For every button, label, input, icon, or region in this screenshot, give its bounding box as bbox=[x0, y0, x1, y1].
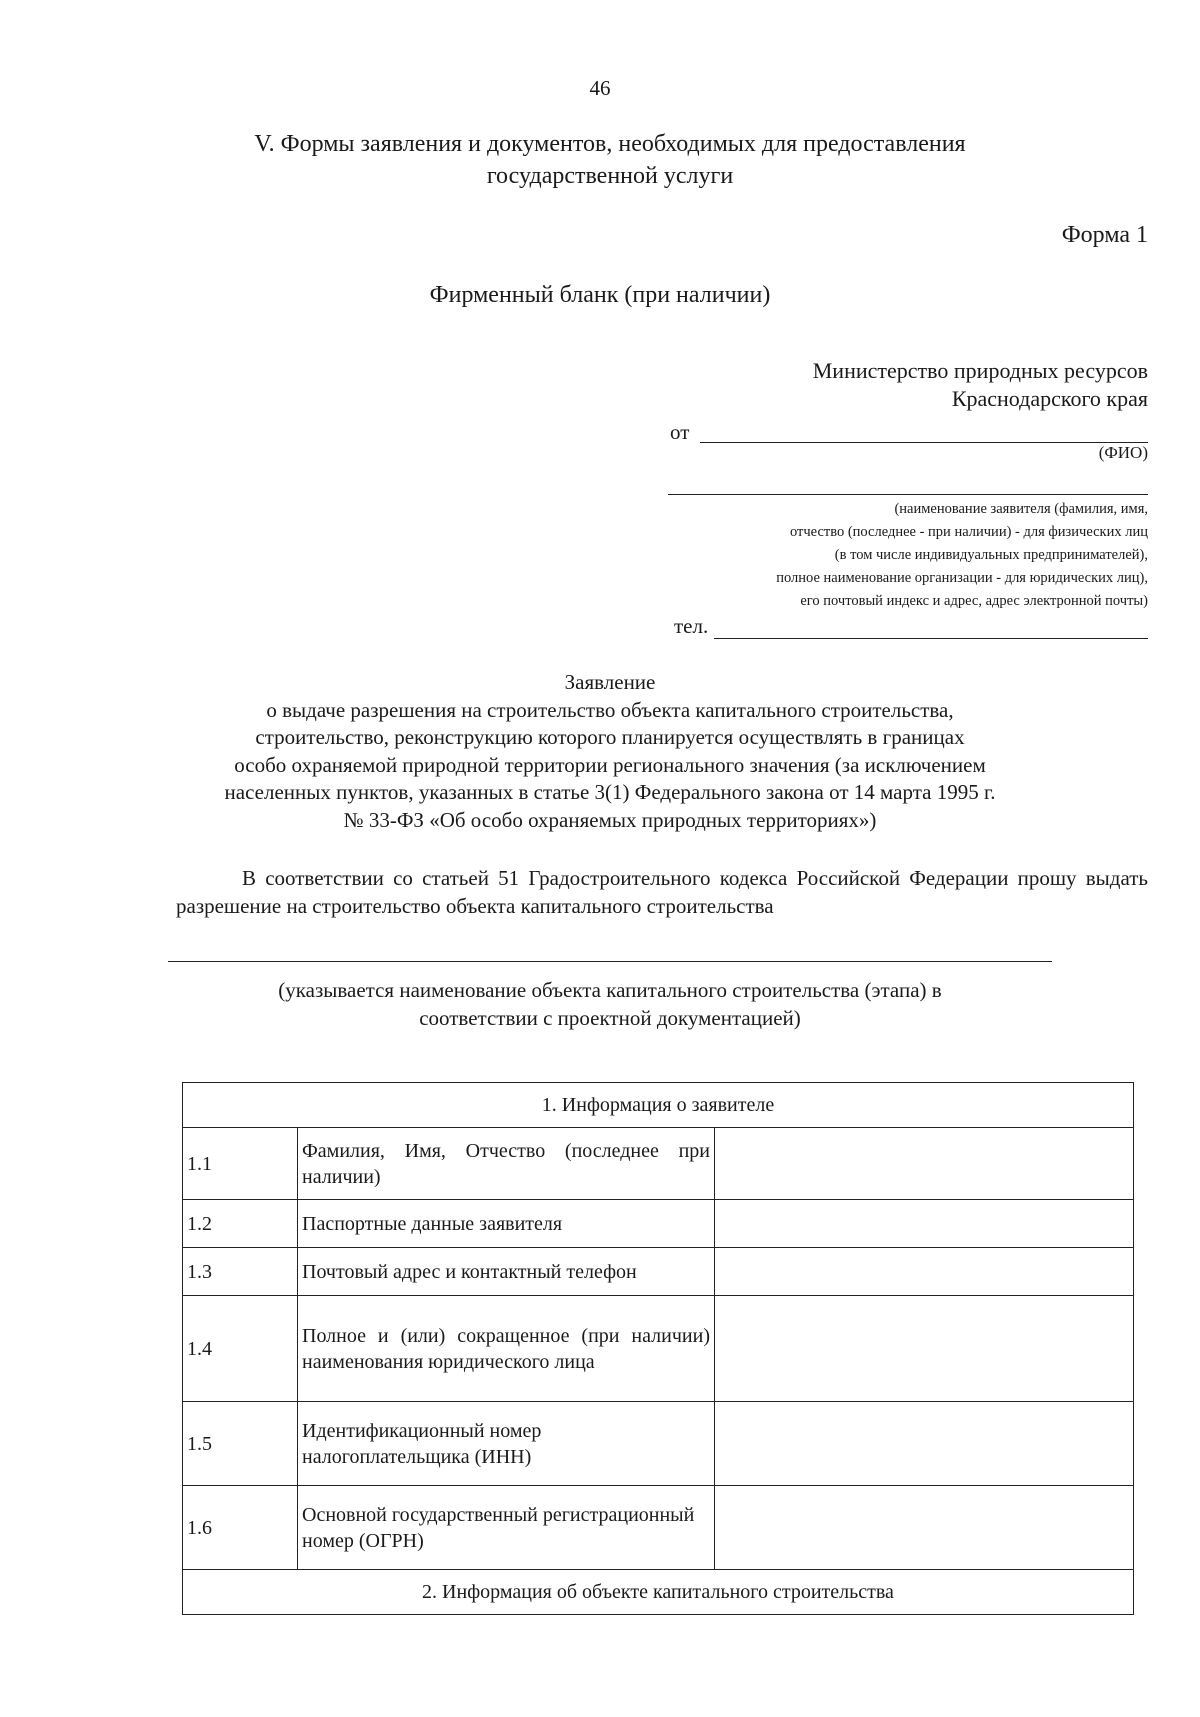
row-number: 1.3 bbox=[183, 1248, 298, 1296]
row-label: Фамилия, Имя, Отчество (последнее при наличии) bbox=[298, 1128, 715, 1200]
object-name-caption bbox=[180, 976, 1040, 1032]
row-label: Основной государственный регистрационный номер (ОГРН) bbox=[298, 1486, 715, 1570]
row-number: 1.1 bbox=[183, 1128, 298, 1200]
applicant-caption bbox=[628, 498, 1148, 613]
from-field[interactable] bbox=[670, 420, 1148, 446]
statement-title-line: особо охраняемой природной территории регионального значения (за исключением bbox=[234, 752, 986, 777]
section-title bbox=[180, 128, 1040, 192]
table-row bbox=[183, 1296, 1134, 1402]
statement-title-line: о выдаче разрешения на строительство объекта капитального строительства, bbox=[266, 697, 954, 722]
letterhead-label: Фирменный бланк (при наличии) bbox=[429, 282, 771, 308]
row-number: 1.2 bbox=[183, 1200, 298, 1248]
table-section-row bbox=[183, 1083, 1134, 1128]
row-value-cell[interactable] bbox=[715, 1296, 1134, 1402]
applicant-caption-line: (наименование заявителя (фамилия, имя, bbox=[894, 501, 1148, 517]
row-label: Паспортные данные заявителя bbox=[298, 1200, 715, 1248]
addressee-line: Краснодарского края bbox=[951, 386, 1148, 411]
table-row bbox=[183, 1402, 1134, 1486]
applicant-fill-line[interactable] bbox=[668, 494, 1148, 495]
section-title-line: государственной услуги bbox=[486, 163, 734, 189]
tel-label: тел. bbox=[674, 614, 709, 638]
applicant-caption-line: полное наименование организации - для юридических лиц), bbox=[776, 570, 1148, 586]
row-label: Почтовый адрес и контактный телефон bbox=[298, 1248, 715, 1296]
statement-title-line: Заявление bbox=[564, 670, 656, 694]
row-value-cell[interactable] bbox=[715, 1128, 1134, 1200]
row-number: 1.6 bbox=[183, 1486, 298, 1570]
tel-field[interactable] bbox=[674, 614, 1148, 642]
from-fill-line[interactable] bbox=[700, 442, 1148, 443]
row-label: Полное и (или) сокращенное (при наличии) наименования юридического лица bbox=[298, 1296, 715, 1402]
table-row bbox=[183, 1486, 1134, 1570]
form-number: Форма 1 bbox=[1061, 222, 1148, 248]
from-label: от bbox=[670, 420, 690, 444]
row-value-cell[interactable] bbox=[715, 1200, 1134, 1248]
addressee-line: Министерство природных ресурсов bbox=[812, 358, 1148, 383]
page-number: 46 bbox=[589, 76, 611, 100]
table-section-row bbox=[183, 1570, 1134, 1615]
row-label: Идентификационный номер налогоплательщика (ИНН) bbox=[298, 1402, 715, 1486]
applicant-caption-line: отчество (последнее - при наличии) - для физических лиц bbox=[789, 524, 1148, 540]
section-title-line: V. Формы заявления и документов, необходимых для предоставления bbox=[254, 131, 966, 157]
statement-title-line: населенных пунктов, указанных в статье 3(1) Федерального закона от 14 марта 1995 г. bbox=[224, 780, 996, 804]
row-number: 1.5 bbox=[183, 1402, 298, 1486]
applicant-caption-line: его почтовый индекс и адрес, адрес электронной почты) bbox=[800, 593, 1148, 609]
section-heading-object: 2. Информация об объекте капитального строительства bbox=[183, 1570, 1134, 1615]
applicant-caption-line: (в том числе индивидуальных предпринимателей), bbox=[834, 547, 1148, 563]
object-name-caption-line: соответствии с проектной документацией) bbox=[419, 1006, 801, 1030]
statement-title bbox=[150, 669, 1070, 834]
table-row bbox=[183, 1248, 1134, 1296]
statement-title-line: № 33-ФЗ «Об особо охраняемых природных территориях») bbox=[343, 807, 877, 832]
request-paragraph: В соответствии со статьей 51 Градостроительного кодекса Российской Федерации прошу выдать разрешение на строительство объекта капитального строительства bbox=[176, 866, 1148, 918]
tel-fill-line[interactable] bbox=[714, 638, 1148, 639]
addressee-block bbox=[648, 357, 1148, 413]
table-row bbox=[183, 1128, 1134, 1200]
row-value-cell[interactable] bbox=[715, 1486, 1134, 1570]
object-name-fill-line[interactable] bbox=[168, 961, 1052, 962]
row-value-cell[interactable] bbox=[715, 1248, 1134, 1296]
row-number: 1.4 bbox=[183, 1296, 298, 1402]
fio-caption: (ФИО) bbox=[1098, 443, 1148, 462]
statement-title-line: строительство, реконструкцию которого планируется осуществлять в границах bbox=[255, 725, 965, 749]
object-name-caption-line: (указывается наименование объекта капитального строительства (этапа) в bbox=[278, 978, 942, 1002]
applicant-info-table bbox=[182, 1082, 1134, 1615]
section-heading-applicant: 1. Информация о заявителе bbox=[183, 1083, 1134, 1128]
table-row bbox=[183, 1200, 1134, 1248]
row-value-cell[interactable] bbox=[715, 1402, 1134, 1486]
